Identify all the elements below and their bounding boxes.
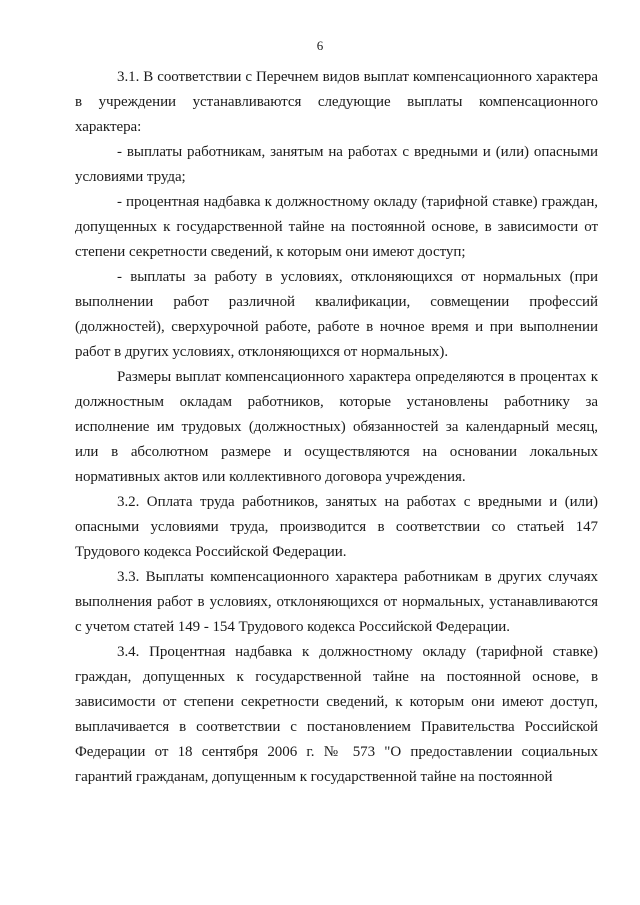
document-body xyxy=(75,65,598,790)
paragraph-3-3: 3.3. Выплаты компенсационного характера работникам в других случаях выполнения работ в условиях, отклоняющихся от нормальных, устанавливаются с учетом статей 149 - 154 Трудового кодекса Российской Федерации. xyxy=(75,569,598,635)
list-item-state-secret-allowance: - процентная надбавка к должностному окладу (тарифной ставке) граждан, допущенных к государственной тайне на постоянной основе, в зависимости от степени секретности сведений, к которым они имеют доступ; xyxy=(75,194,598,260)
paragraph-payment-amounts: Размеры выплат компенсационного характера определяются в процентах к должностным окладам работников, которые установлены работнику за исполнение им трудовых (должностных) обязанностей за календарный месяц, или в абсолютном размере и осуществляются на основании локальных нормативных актов или коллективного договора учреждения. xyxy=(75,369,598,485)
page-number: 6 xyxy=(316,38,324,53)
paragraph-3-4: 3.4. Процентная надбавка к должностному окладу (тарифной ставке) граждан, допущенных к государственной тайне на постоянной основе, в зависимости от степени секретности сведений, к которым они имеют доступ, выплачивается в соответствии с постановлением Правительства Российской Федерации от 18 сентября 2006 г. № 573 "О предоставлении социальных гарантий гражданам, допущенным к государственной тайне на постоянной xyxy=(75,644,598,785)
list-item-harmful-conditions: - выплаты работникам, занятым на работах с вредными и (или) опасными условиями труда; xyxy=(75,144,598,185)
paragraph-3-2: 3.2. Оплата труда работников, занятых на работах с вредными и (или) опасными условиями труда, производится в соответствии со статьей 147 Трудового кодекса Российской Федерации. xyxy=(75,494,598,560)
paragraph-3-1: 3.1. В соответствии с Перечнем видов выплат компенсационного характера в учреждении устанавливаются следующие выплаты компенсационного характера: xyxy=(75,69,598,135)
list-item-abnormal-conditions: - выплаты за работу в условиях, отклоняющихся от нормальных (при выполнении работ различной квалификации, совмещении профессий (должностей), сверхурочной работе, работе в ночное время и при выполнении работ в других условиях, отклоняющихся от нормальных). xyxy=(75,269,598,360)
